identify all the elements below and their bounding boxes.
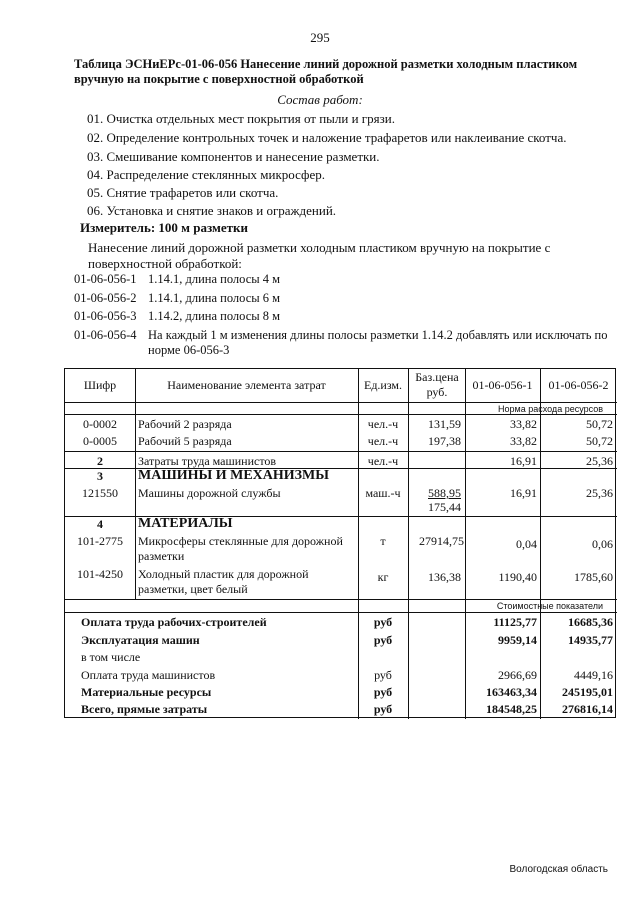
total-name: Оплата труда машинистов bbox=[81, 668, 216, 682]
row-divider bbox=[65, 451, 617, 452]
measure-unit: Измеритель: 100 м разметки bbox=[80, 220, 249, 235]
work-item: 03. Смешивание компонентов и нанесение разметки. bbox=[87, 149, 380, 164]
col-divider bbox=[135, 369, 136, 599]
total-value-2: 276816,14 bbox=[562, 702, 613, 716]
row-divider bbox=[65, 599, 617, 600]
code-id: 01-06-056-4 bbox=[74, 328, 137, 342]
total-value-1: 9959,14 bbox=[498, 633, 537, 647]
total-value-1: 11125,77 bbox=[493, 615, 537, 629]
resource-table bbox=[64, 368, 616, 718]
code-text: 1.14.1, длина полосы 6 м bbox=[148, 291, 281, 305]
row-value-1: 16,91 bbox=[510, 454, 537, 468]
total-name: в том числе bbox=[81, 650, 141, 664]
work-item: 01. Очистка отдельных мест покрытия от пыли и грязи. bbox=[87, 111, 395, 126]
total-unit: руб bbox=[374, 668, 392, 682]
total-value-1: 163463,34 bbox=[486, 685, 537, 699]
row-value-2: 25,36 bbox=[586, 486, 613, 500]
code-text: На каждый 1 м изменения длины полосы разметки 1.14.2 добавлять или исключать по норме 06-056-3 bbox=[148, 328, 608, 357]
section-code: 4 bbox=[97, 517, 103, 531]
table-title: Таблица ЭСНиЕРс-01-06-056 Нанесение линий дорожной разметки холодным пластиком вручную на покрытие с поверхностной обработкой bbox=[74, 57, 578, 86]
row-code: 101-2775 bbox=[77, 534, 123, 548]
row-unit: чел.-ч bbox=[367, 417, 399, 431]
code-id: 01-06-056-2 bbox=[74, 291, 137, 305]
section-title: МАШИНЫ И МЕХАНИЗМЫ bbox=[138, 468, 330, 483]
work-item: 05. Снятие трафаретов или скотча. bbox=[87, 185, 279, 200]
header-col2: 01-06-056-2 bbox=[548, 378, 609, 392]
total-unit: руб bbox=[373, 633, 393, 647]
header-code: Шифр bbox=[83, 378, 117, 392]
total-value-2: 4449,16 bbox=[574, 668, 613, 682]
row-unit: чел.-ч bbox=[367, 434, 399, 448]
total-value-1: 184548,25 bbox=[486, 702, 537, 716]
total-unit: руб bbox=[373, 615, 393, 629]
row-code: 121550 bbox=[82, 486, 118, 500]
row-name: Машины дорожной службы bbox=[138, 486, 281, 500]
row-price: 131,59 bbox=[428, 417, 461, 431]
total-value-1: 2966,69 bbox=[498, 668, 537, 682]
row-code: 0-0002 bbox=[83, 417, 117, 431]
row-name: Микросферы стеклянные для дорожной bbox=[138, 534, 343, 548]
section-code: 3 bbox=[97, 469, 103, 483]
total-value-2: 14935,77 bbox=[568, 633, 613, 647]
row-name: Затраты труда машинистов bbox=[138, 454, 277, 468]
row-divider bbox=[65, 612, 617, 613]
work-item: 06. Установка и снятие знаков и ограждений. bbox=[87, 203, 337, 218]
row-value-1: 0,04 bbox=[516, 537, 537, 551]
row-code: 101-4250 bbox=[77, 567, 123, 581]
row-price: 136,38 bbox=[428, 570, 461, 584]
total-name: Оплата труда рабочих-строителей bbox=[81, 615, 267, 629]
code-text: 1.14.1, длина полосы 4 м bbox=[148, 272, 281, 286]
work-item: 04. Распределение стеклянных микросфер. bbox=[87, 167, 325, 182]
row-price: 197,38 bbox=[428, 434, 461, 448]
row-unit: т bbox=[380, 534, 386, 548]
row-name: Рабочий 2 разряда bbox=[138, 417, 232, 431]
composition-heading: Состав работ: bbox=[277, 92, 363, 107]
header-unit: Ед.изм. bbox=[363, 378, 403, 392]
header-price: Баз.цена руб. bbox=[415, 370, 459, 399]
total-unit: руб bbox=[373, 685, 393, 699]
row-code: 0-0005 bbox=[83, 434, 117, 448]
row-unit: кг bbox=[377, 570, 389, 584]
row-value-2: 25,36 bbox=[586, 454, 613, 468]
work-item: 02. Определение контрольных точек и наложение трафаретов или наклеивание скотча. bbox=[87, 130, 567, 145]
row-value-1: 33,82 bbox=[510, 434, 537, 448]
row-name-cont: разметки bbox=[138, 549, 185, 563]
section-title: МАТЕРИАЛЫ bbox=[138, 516, 233, 531]
row-value-2: 1785,60 bbox=[574, 570, 613, 584]
row-divider bbox=[65, 402, 617, 403]
total-unit: руб bbox=[373, 702, 393, 716]
code-id: 01-06-056-1 bbox=[74, 272, 137, 286]
total-name: Эксплуатация машин bbox=[81, 633, 200, 647]
norm-caption: Норма расхода ресурсов bbox=[498, 404, 603, 414]
page-number: 295 bbox=[310, 30, 330, 45]
cost-caption: Стоимостные показатели bbox=[496, 601, 603, 611]
header-col1: 01-06-056-1 bbox=[472, 378, 533, 392]
header-name: Наименование элемента затрат bbox=[167, 378, 326, 392]
row-code: 2 bbox=[97, 454, 103, 468]
row-name-cont: разметки, цвет белый bbox=[138, 582, 248, 596]
row-name: Холодный пластик для дорожной bbox=[138, 567, 309, 581]
row-unit: чел.-ч bbox=[367, 454, 399, 468]
row-value-2: 50,72 bbox=[586, 434, 613, 448]
row-value-1: 1190,40 bbox=[498, 570, 537, 584]
row-value-2: 50,72 bbox=[586, 417, 613, 431]
row-name: Рабочий 5 разряда bbox=[138, 434, 232, 448]
row-divider bbox=[65, 414, 617, 415]
row-value-1: 33,82 bbox=[510, 417, 537, 431]
code-text: 1.14.2, длина полосы 8 м bbox=[148, 309, 281, 323]
footer-region: Вологодская область bbox=[509, 864, 608, 875]
total-value-2: 16685,36 bbox=[568, 615, 613, 629]
row-value-1: 16,91 bbox=[510, 486, 537, 500]
row-value-2: 0,06 bbox=[592, 537, 613, 551]
total-name: Всего, прямые затраты bbox=[81, 702, 208, 716]
row-price-secondary: 175,44 bbox=[428, 500, 461, 514]
row-unit: маш.-ч bbox=[365, 486, 401, 500]
total-value-2: 245195,01 bbox=[562, 685, 613, 699]
row-price: 588,95 bbox=[428, 486, 461, 500]
code-id: 01-06-056-3 bbox=[74, 309, 137, 323]
row-price: 27914,75 bbox=[419, 534, 464, 548]
total-name: Материальные ресурсы bbox=[81, 685, 212, 699]
description: Нанесение линий дорожной разметки холодным пластиком вручную на покрытие с поверхностной обработкой: bbox=[88, 240, 551, 271]
